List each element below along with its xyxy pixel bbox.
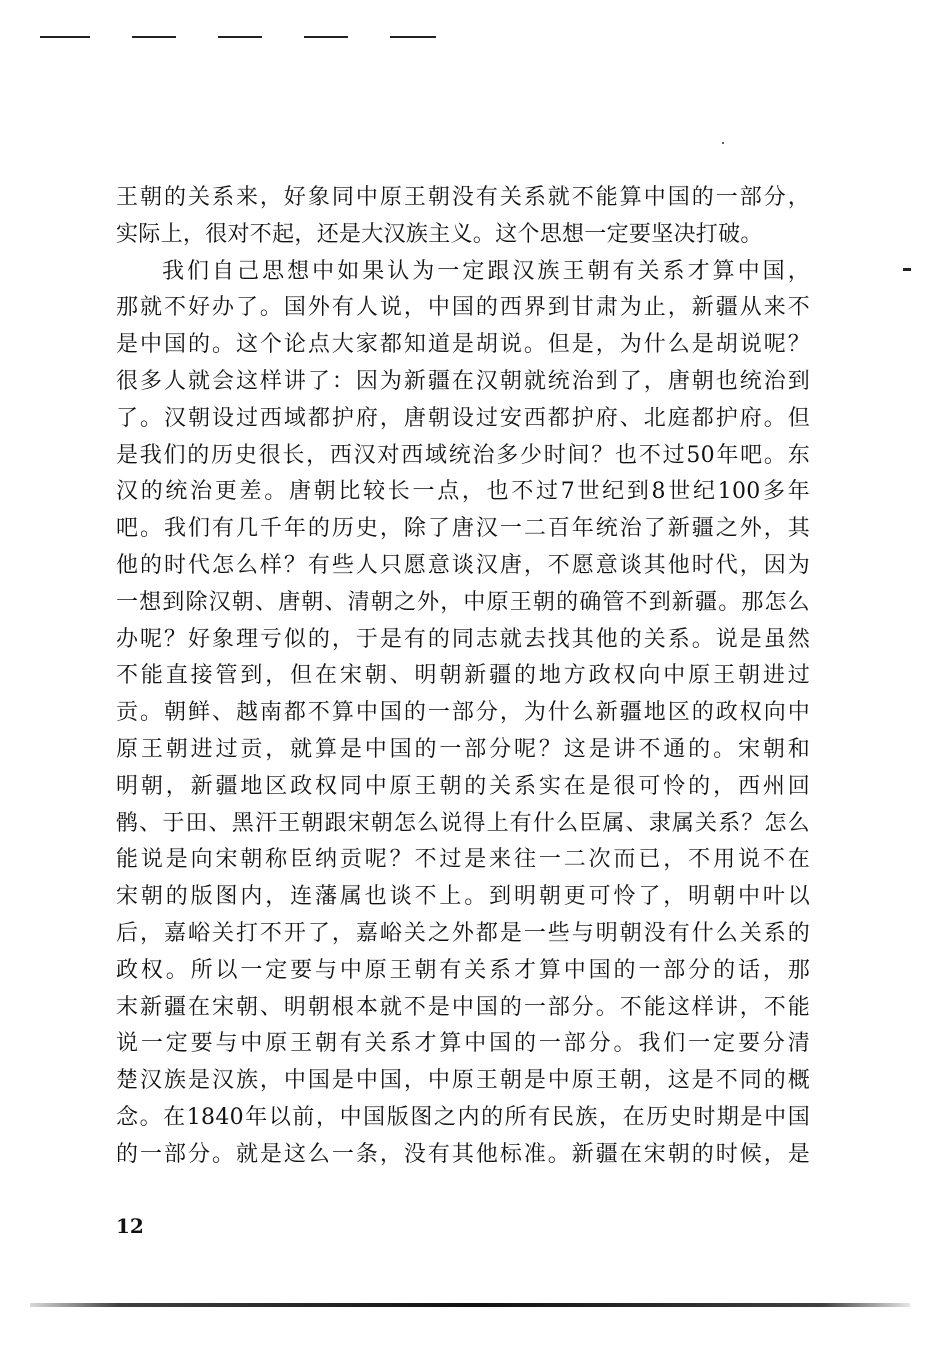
- page-number: 12: [116, 1214, 144, 1238]
- text-line: 明朝，新疆地区政权同中原王朝的关系实在是很可怜的，西州回: [116, 773, 810, 799]
- text-line: 的一部分。就是这么一条，没有其他标准。新疆在宋朝的时候，是: [116, 1141, 810, 1167]
- text-line: 办呢？好象理亏似的，于是有的同志就去找其他的关系。说是虽然: [116, 626, 810, 652]
- header-rule: [40, 36, 460, 40]
- text-line: 贡。朝鲜、越南都不算中国的一部分，为什么新疆地区的政权向中: [116, 700, 810, 726]
- text-line: 鹘、于田、黑汗王朝跟宋朝怎么说得上有什么臣属、隶属关系？怎么: [116, 810, 810, 836]
- scan-speck: [722, 142, 724, 144]
- margin-mark: [903, 268, 911, 271]
- header-dash: [218, 36, 262, 38]
- text-line: 我们自己思想中如果认为一定跟汉族王朝有关系才算中国，: [162, 258, 810, 284]
- text-line: 原王朝进过贡，就算是中国的一部分呢？这是讲不通的。宋朝和: [116, 736, 810, 762]
- text-line: 末新疆在宋朝、明朝根本就不是中国的一部分。不能这样讲，不能: [116, 994, 810, 1020]
- text-line: 王朝的关系来，好象同中原王朝没有关系就不能算中国的一部分，: [116, 185, 810, 210]
- header-dash: [132, 36, 176, 38]
- header-dash: [390, 36, 436, 38]
- text-line: 宋朝的版图内，连藩属也谈不上。到明朝更可怜了，明朝中叶以: [116, 884, 810, 910]
- text-line: 能说是向宋朝称臣纳贡呢？不过是来往一二次而已，不用说不在: [116, 847, 810, 873]
- text-line: 一想到除汉朝、唐朝、清朝之外，中原王朝的确管不到新疆。那怎么: [116, 589, 810, 615]
- text-line: 是中国的。这个论点大家都知道是胡说。但是，为什么是胡说呢？: [116, 332, 810, 358]
- text-line: 吧。我们有几千年的历史，除了唐汉一二百年统治了新疆之外，其: [116, 516, 810, 542]
- text-line: 汉的统治更差。唐朝比较长一点，也不过7世纪到8世纪100多年: [116, 479, 810, 505]
- text-line: 念。在1840年以前，中国版图之内的所有民族，在历史时期是中国: [116, 1104, 810, 1130]
- text-line: 不能直接管到，但在宋朝、明朝新疆的地方政权向中原王朝进过: [116, 663, 810, 689]
- text-line: 他的时代怎么样？有些人只愿意谈汉唐，不愿意谈其他时代，因为: [116, 552, 810, 578]
- header-dash: [304, 36, 348, 38]
- header-dash: [40, 36, 90, 38]
- body-text: [116, 180, 810, 1174]
- text-line: 了。汉朝设过西域都护府，唐朝设过安西都护府、北庭都护府。但: [116, 405, 810, 431]
- text-line: 很多人就会这样讲了：因为新疆在汉朝就统治到了，唐朝也统治到: [116, 368, 810, 394]
- text-line: 说一定要与中原王朝有关系才算中国的一部分。我们一定要分清: [116, 1031, 810, 1057]
- text-line: 是我们的历史很长，西汉对西域统治多少时间？也不过50年吧。东: [116, 442, 810, 468]
- text-line: 楚汉族是汉族，中国是中国，中原王朝是中原王朝，这是不同的概: [116, 1068, 810, 1094]
- scan-bottom-edge: [30, 1303, 910, 1307]
- text-line: 后，嘉峪关打不开了，嘉峪关之外都是一些与明朝没有什么关系的: [116, 920, 810, 946]
- text-line: 那就不好办了。国外有人说，中国的西界到甘肃为止，新疆从来不: [116, 295, 810, 321]
- text-line: 政权。所以一定要与中原王朝有关系才算中国的一部分的话，那: [116, 957, 810, 983]
- text-line: 实际上，很对不起，还是大汉族主义。这个思想一定要坚决打破。: [116, 221, 763, 247]
